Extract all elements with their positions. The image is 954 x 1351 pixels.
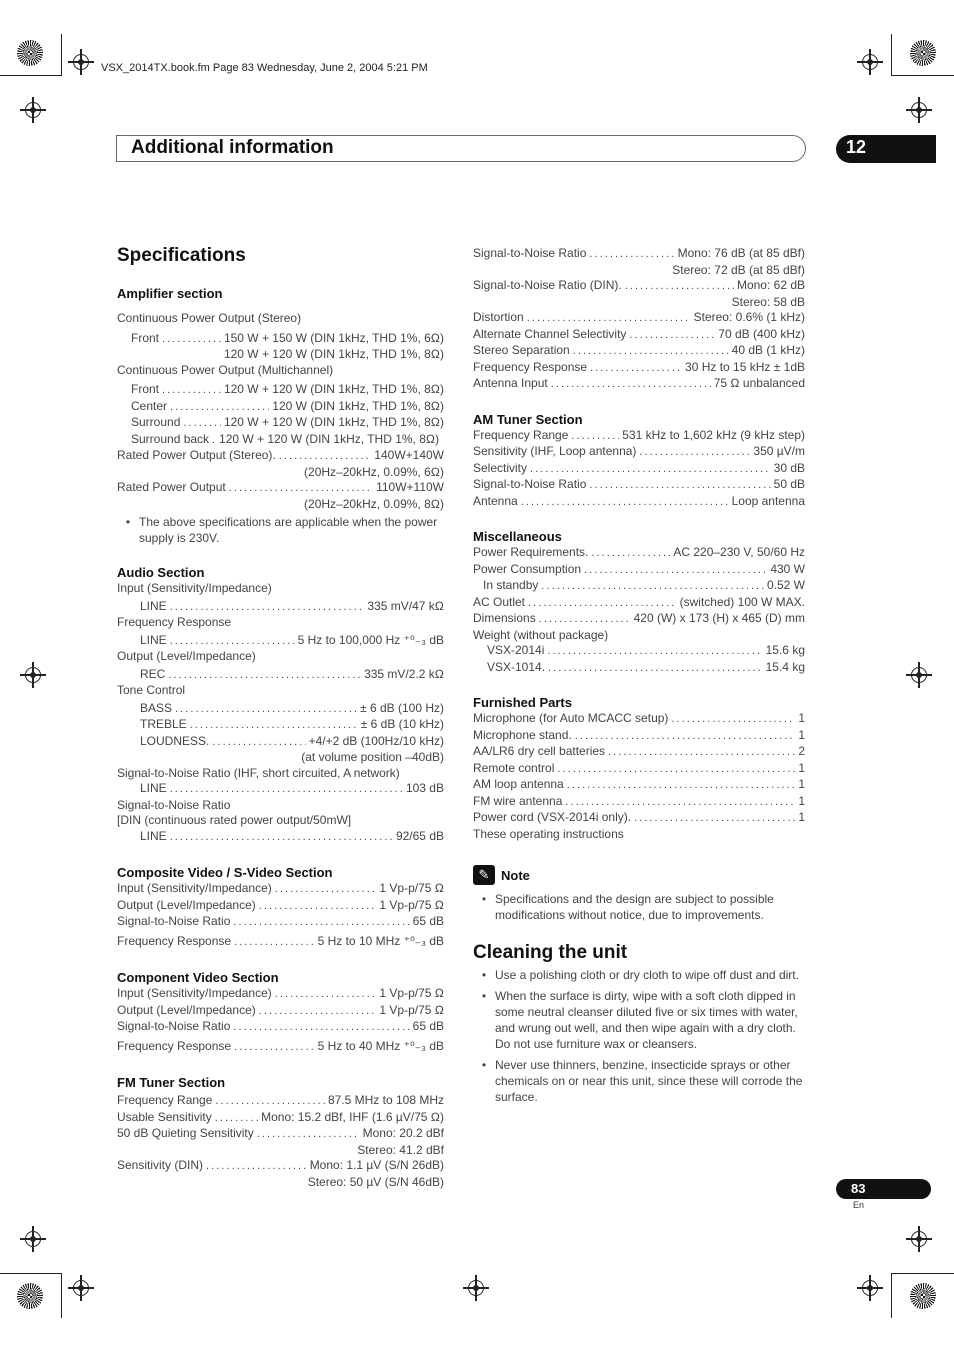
spec-row: LINE . . . 5 Hz to 100,000 Hz ⁺⁰₋₃ dB [117,633,444,650]
spec-row: Rated Power Output . . . 110W+110W [117,480,444,497]
spec-row: Frequency Response . . . 5 Hz to 10 MHz ⁺⁰₋₃ dB [117,934,444,951]
spec-row: Usable Sensitivity . . . Mono: 15.2 dBf, IHF (1.6 µV/75 Ω) [117,1110,444,1127]
spec-row: Antenna . . . Loop antenna [473,494,805,511]
bullet-icon: • [481,968,487,982]
spec-row: LINE . . . 103 dB [117,781,444,798]
spec-row: Output (Level/Impedance) . . . 1 Vp-p/75 Ω [117,898,444,915]
amplifier-heading: Amplifier section [117,286,223,301]
list-item: • Never use thinners, benzine, insecticide sprays or other chemicals on or near this unit, since these will corrode the surface. [473,1057,805,1105]
spec-continuation: Stereo: 50 µV (S/N 46dB) [307,1174,444,1189]
spec-row: Signal-to-Noise Ratio (DIN). . . . Mono: 62 dB [473,278,805,295]
spec-row: Signal-to-Noise Ratio . . . 50 dB [473,477,805,494]
spec-row: Front . . . 120 W + 120 W (DIN 1kHz, THD 1%, 8Ω) [117,382,444,399]
spec-row: LINE . . . 335 mV/47 kΩ [117,599,444,616]
spec-row: In standby . . . 0.52 W [473,578,805,595]
spec-row: Surround back . . . 120 W + 120 W (DIN 1kHz, THD 1%, 8Ω) [117,432,444,449]
spec-label: [DIN (continuous rated power output/50mW] [117,813,352,827]
fm-rows [473,310,805,393]
registration-mark-icon [911,102,927,118]
registration-mark-icon [73,54,89,70]
spec-row: Output (Level/Impedance) . . . 1 Vp-p/75 Ω [117,1003,444,1020]
spec-label: Output (Level/Impedance) [117,649,256,663]
spec-row: Selectivity . . . 30 dB [473,461,805,478]
registration-mark-icon [862,1280,878,1296]
spec-row: Frequency Response . . . 30 Hz to 15 kHz ± 1dB [473,360,805,377]
spec-row: Distortion . . . Stereo: 0.6% (1 kHz) [473,310,805,327]
spec-row: TREBLE . . . ± 6 dB (10 kHz) [117,717,444,734]
spec-row: AC Outlet . . . (switched) 100 W MAX. [473,595,805,612]
list-item: These operating instructions [473,826,624,841]
bullet-icon: • [481,989,487,1003]
registration-mark-icon [862,54,878,70]
spec-continuation: Stereo: 58 dB [731,294,805,309]
spec-row: Signal-to-Noise Ratio . . . 65 dB [117,1019,444,1036]
specifications-heading: Specifications [117,245,246,266]
list-item: Microphone (for Auto MCACC setup) . . . 1 [473,711,805,728]
bullet-note: • The above specifications are applicable when the power supply is 230V. [117,514,444,546]
spec-label: Tone Control [117,683,186,697]
page-number: 83 [836,1179,931,1199]
spec-row: Surround . . . 120 W + 120 W (DIN 1kHz, THD 1%, 8Ω) [117,415,444,432]
spec-row: Antenna Input . . . 75 Ω unbalanced [473,376,805,393]
spec-row: LINE . . . 92/65 dB [117,829,444,846]
audio-heading: Audio Section [117,565,205,580]
file-header: VSX_2014TX.book.fm Page 83 Wednesday, June 2, 2004 5:21 PM [101,62,428,74]
spec-label: Input (Sensitivity/Impedance) [117,581,272,595]
spec-row: BASS . . . ± 6 dB (100 Hz) [117,701,444,718]
spec-continuation: Stereo: 41.2 dBf [357,1142,444,1157]
spec-label: Signal-to-Noise Ratio (IHF, short circuited, A network) [117,765,400,780]
note-header [473,864,805,886]
bullet-icon: • [125,515,131,529]
registration-mark-icon [73,1280,89,1296]
list-item: • Use a polishing cloth or dry cloth to wipe off dust and dirt. [473,967,805,983]
spec-row: Center . . . 120 W (DIN 1kHz, THD 1%, 8Ω) [117,399,444,416]
cleaning-heading: Cleaning the unit [473,942,628,963]
note-item: • Specifications and the design are subject to possible modifications without notice, due to improvements. [473,891,805,923]
list-item: • When the surface is dirty, wipe with a soft cloth dipped in some neutral cleanser diluted five or six times with water, and wrung out well, and then wipe again with a dry cloth. Do not use furniture wax or cleansers. [473,988,805,1052]
spec-row: Frequency Range . . . 531 kHz to 1,602 kHz (9 kHz step) [473,428,805,445]
spec-row: Signal-to-Noise Ratio . . . 65 dB [117,914,444,931]
spec-row: Signal-to-Noise Ratio . . . Mono: 76 dB (at 85 dBf) [473,246,805,263]
spec-label: Weight (without package) [473,627,609,642]
registration-star-icon [17,1283,43,1309]
composite-rows [117,881,444,950]
spec-label: Signal-to-Noise Ratio [117,797,231,812]
spec-row: 50 dB Quieting Sensitivity . . . Mono: 20.2 dBf [117,1126,444,1143]
registration-mark-icon [911,1231,927,1247]
page-language: En [853,1200,865,1210]
registration-mark-icon [25,667,41,683]
registration-mark-icon [25,102,41,118]
spec-continuation: Stereo: 72 dB (at 85 dBf) [672,262,805,277]
component-heading: Component Video Section [117,970,279,985]
spec-row: VSX-1014. . . . 15.4 kg [473,660,805,677]
spec-row: Power Requirements. . . . AC 220–230 V, 50/60 Hz [473,545,805,562]
list-item: Power cord (VSX-2014i only). . . . 1 [473,810,805,827]
spec-row: LOUDNESS. . . . +4/+2 dB (100Hz/10 kHz) [117,734,444,751]
spec-continuation: (20Hz–20kHz, 0.09%, 8Ω) [304,496,444,511]
list-item: AM loop antenna . . . 1 [473,777,805,794]
furnished-rows [473,711,805,842]
cleaning-list [473,967,805,1105]
furnished-heading: Furnished Parts [473,695,572,710]
list-item: FM wire antenna . . . 1 [473,794,805,811]
registration-star-icon [910,40,936,66]
stereo-output-label: Continuous Power Output (Stereo) [117,311,302,325]
spec-row: VSX-2014i . . . 15.6 kg [473,643,805,660]
spec-row: Sensitivity (DIN) . . . Mono: 1.1 µV (S/N 26dB) [117,1158,444,1175]
section-title-bar [116,135,806,162]
registration-mark-icon [911,667,927,683]
spec-row: REC . . . 335 mV/2.2 kΩ [117,667,444,684]
multi-output-label: Continuous Power Output (Multichannel) [117,362,334,377]
spec-continuation: 120 W + 120 W (DIN 1kHz, THD 1%, 8Ω) [223,347,444,361]
spec-row: Frequency Range . . . 87.5 MHz to 108 MHz [117,1093,444,1110]
pencil-note-icon: ✎ [473,865,495,885]
am-rows [473,428,805,511]
component-rows [117,986,444,1055]
chapter-tab: 12 [836,135,936,163]
bullet-icon: • [481,1058,487,1072]
spec-row: Power Consumption . . . 430 W [473,562,805,579]
composite-heading: Composite Video / S-Video Section [117,865,333,880]
misc-heading: Miscellaneous [473,529,562,544]
bullet-icon: • [481,892,487,906]
spec-row: Sensitivity (IHF, Loop antenna) . . . 350 µV/m [473,444,805,461]
list-item: Remote control . . . 1 [473,761,805,778]
section-title: Additional information [131,137,334,158]
spec-continuation: (20Hz–20kHz, 0.09%, 6Ω) [304,464,444,479]
note-label: Note [501,867,530,883]
spec-row: Dimensions . . . 420 (W) x 173 (H) x 465 (D) mm [473,611,805,628]
fm-heading: FM Tuner Section [117,1075,226,1090]
registration-star-icon [910,1283,936,1309]
am-heading: AM Tuner Section [473,411,583,427]
spec-label: Frequency Response [117,615,232,629]
registration-star-icon [17,40,43,66]
spec-row: Alternate Channel Selectivity . . . 70 dB (400 kHz) [473,327,805,344]
spec-row: Input (Sensitivity/Impedance) . . . 1 Vp-p/75 Ω [117,881,444,898]
right-column [473,246,805,1105]
list-item: AA/LR6 dry cell batteries . . . 2 [473,744,805,761]
registration-mark-icon [468,1280,484,1296]
spec-row: Input (Sensitivity/Impedance) . . . 1 Vp-p/75 Ω [117,986,444,1003]
registration-mark-icon [25,1231,41,1247]
left-column [117,244,444,1190]
spec-continuation: (at volume position –40dB) [301,750,444,764]
list-item: Microphone stand. . . . 1 [473,728,805,745]
spec-row: Frequency Response . . . 5 Hz to 40 MHz ⁺⁰₋₃ dB [117,1039,444,1056]
spec-row: Stereo Separation . . . 40 dB (1 kHz) [473,343,805,360]
spec-row: Front . . . 150 W + 150 W (DIN 1kHz, THD 1%, 6Ω) [117,331,444,348]
spec-row: Rated Power Output (Stereo). . . . 140W+140W [117,448,444,465]
